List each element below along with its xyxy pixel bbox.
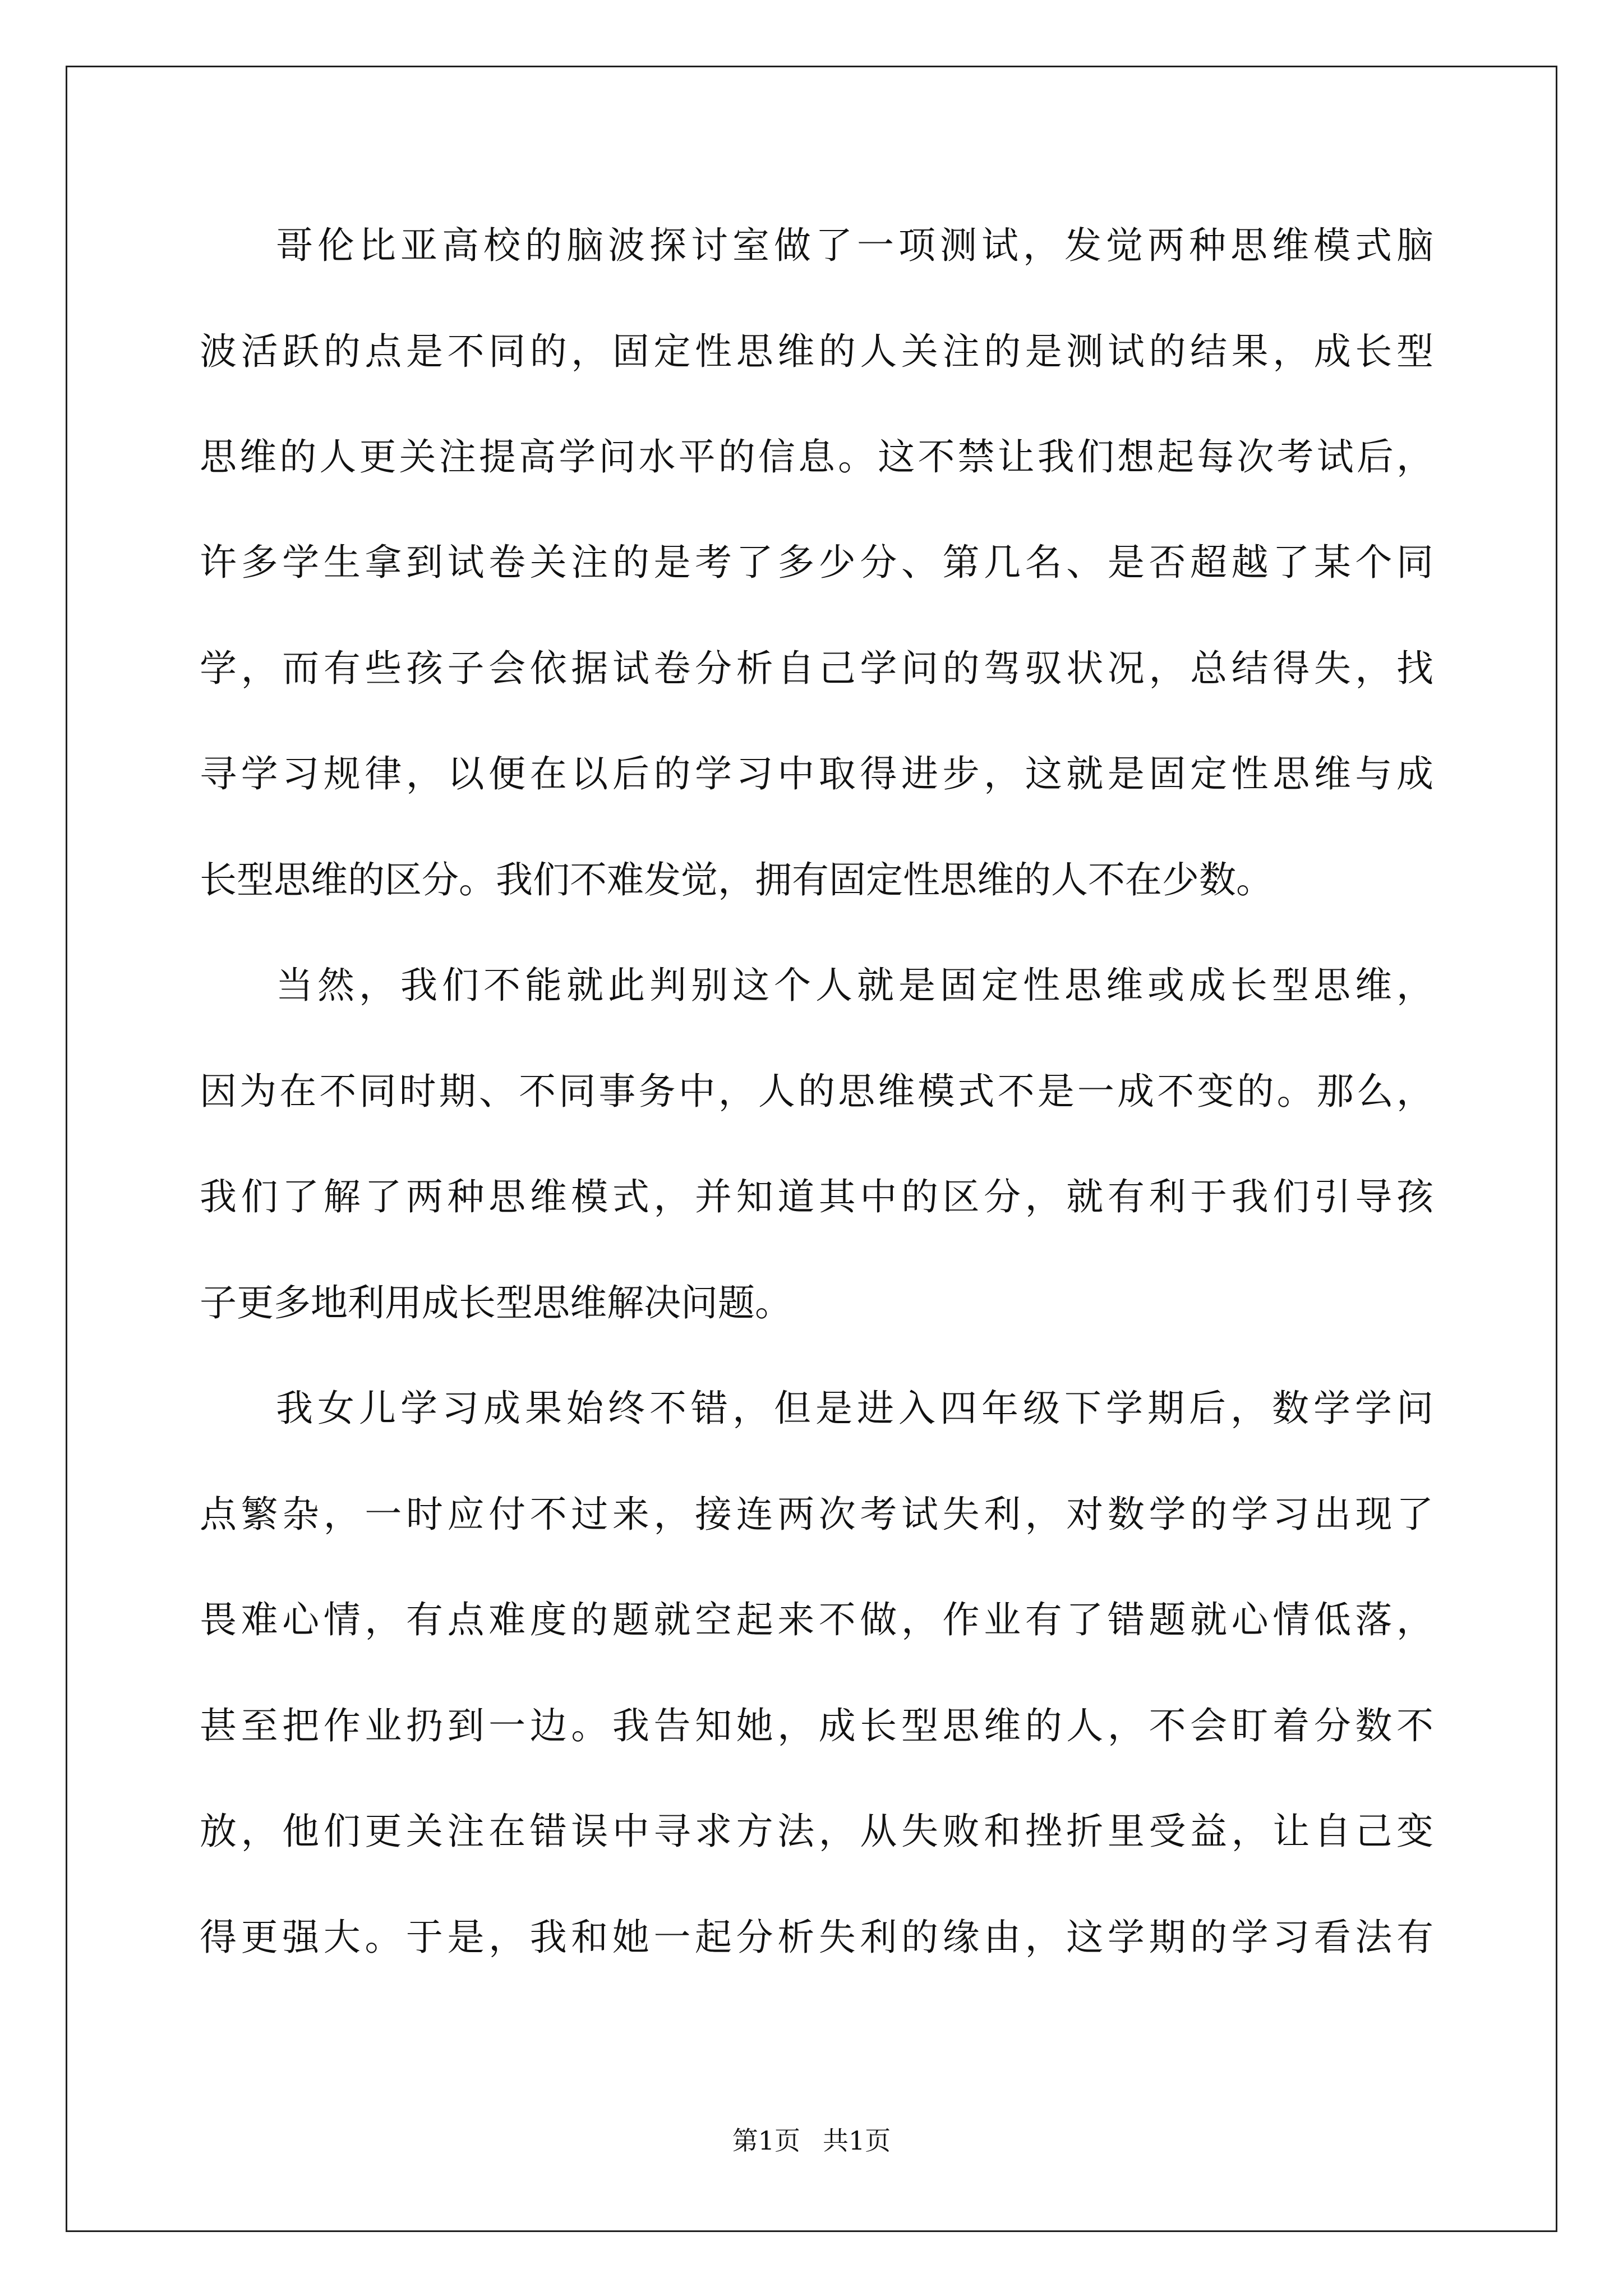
text-line: 波活跃的点是不同的，固定性思维的人关注的是测试的结果，成长型	[200, 330, 1433, 373]
text-line: 当然，我们不能就此判别这个人就是固定性思维或成长型思维，	[276, 964, 1433, 1007]
text-line: 甚至把作业扔到一边。我告知她，成长型思维的人，不会盯着分数不	[200, 1704, 1433, 1747]
text-line: 得更强大。于是，我和她一起分析失利的缘由，这学期的学习看法有	[200, 1916, 1433, 1959]
page-number-total: 共1页	[823, 2125, 891, 2156]
text-line: 放，他们更关注在错误中寻求方法，从失败和挫折里受益，让自己变	[200, 1810, 1433, 1853]
page-number-current: 第1页	[732, 2125, 800, 2156]
text-line: 我女儿学习成果始终不错，但是进入四年级下学期后，数学学问	[276, 1387, 1433, 1430]
text-line: 思维的人更关注提高学问水平的信息。这不禁让我们想起每次考试后，	[200, 435, 1433, 478]
page-footer	[0, 2125, 1623, 2156]
text-line: 寻学习规律，以便在以后的学习中取得进步，这就是固定性思维与成	[200, 752, 1433, 795]
page-border	[66, 66, 1557, 2232]
text-line: 因为在不同时期、不同事务中，人的思维模式不是一成不变的。那么，	[200, 1070, 1433, 1113]
text-line: 子更多地利用成长型思维解决问题。	[200, 1281, 792, 1324]
text-line: 长型思维的区分。我们不难发觉，拥有固定性思维的人不在少数。	[200, 858, 1273, 901]
text-line: 点繁杂，一时应付不过来，接连两次考试失利，对数学的学习出现了	[200, 1493, 1433, 1536]
text-line: 哥伦比亚高校的脑波探讨室做了一项测试，发觉两种思维模式脑	[276, 224, 1433, 267]
text-line: 学，而有些孩子会依据试卷分析自己学问的驾驭状况，总结得失，找	[200, 647, 1433, 690]
text-line: 畏难心情，有点难度的题就空起来不做，作业有了错题就心情低落，	[200, 1598, 1433, 1641]
text-line: 许多学生拿到试卷关注的是考了多少分、第几名、是否超越了某个同	[200, 541, 1433, 584]
text-line: 我们了解了两种思维模式，并知道其中的区分，就有利于我们引导孩	[200, 1175, 1433, 1218]
